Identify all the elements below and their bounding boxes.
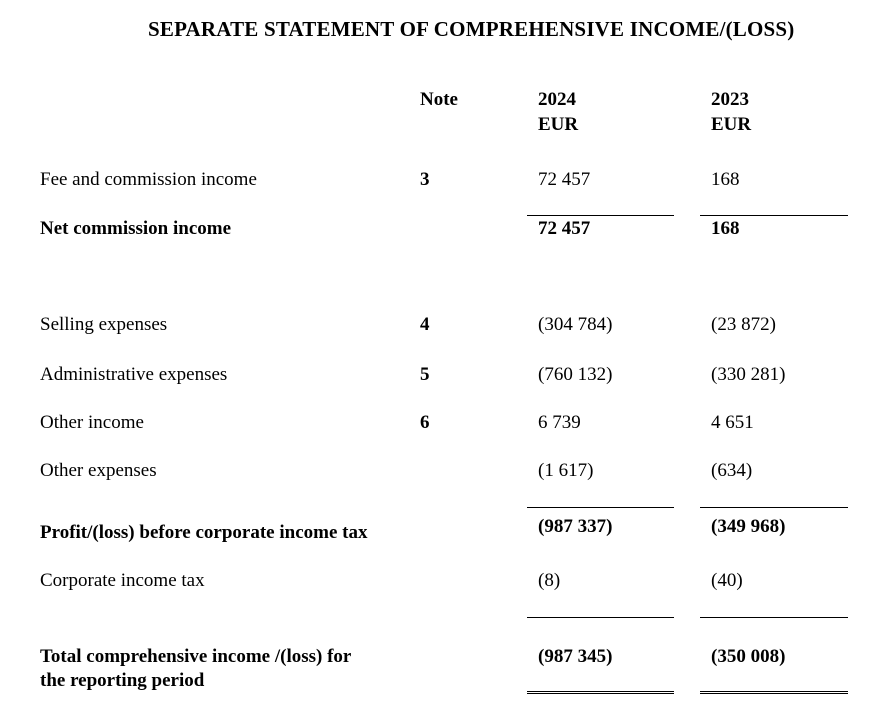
subtotal-rule-2023 [700, 215, 848, 216]
row-label-other-expenses: Other expenses [40, 460, 157, 481]
row-label-net-commission-income: Net commission income [40, 218, 232, 239]
row-value-2024-net-commission-income: 72 457 [538, 218, 591, 239]
row-note-selling-expenses: 4 [420, 314, 430, 335]
row-value-2024-total-comprehensive-income: (987 345) [538, 646, 613, 667]
row-label-total-comprehensive-income-line2: the reporting period [40, 670, 205, 691]
grand-total-double-rule-2024 [527, 691, 674, 694]
row-value-2024-fee-commission-income: 72 457 [538, 169, 591, 190]
row-value-2023-other-income: 4 651 [711, 412, 754, 433]
row-note-administrative-expenses: 5 [420, 364, 430, 385]
row-value-2024-other-income: 6 739 [538, 412, 581, 433]
row-value-2023-administrative-expenses: (330 281) [711, 364, 786, 385]
note-column-header: Note [420, 89, 458, 110]
row-value-2024-profit-before-tax: (987 337) [538, 516, 613, 537]
grand-total-double-rule-2023 [700, 691, 848, 694]
year-2024-header: 2024 [538, 89, 576, 110]
row-value-2023-fee-commission-income: 168 [711, 169, 740, 190]
row-label-total-comprehensive-income-line1: Total comprehensive income /(loss) for [40, 646, 352, 667]
row-value-2023-other-expenses: (634) [711, 460, 753, 481]
page-title: SEPARATE STATEMENT OF COMPREHENSIVE INCOME/(LOSS) [148, 17, 795, 41]
row-label-administrative-expenses: Administrative expenses [40, 364, 228, 385]
row-label-fee-commission-income: Fee and commission income [40, 169, 257, 190]
row-note-other-income: 6 [420, 412, 430, 433]
row-label-profit-before-tax: Profit/(loss) before corporate income tax [40, 522, 368, 543]
row-value-2024-selling-expenses: (304 784) [538, 314, 613, 335]
currency-2023-header: EUR [711, 114, 752, 135]
subtotal-rule-2024 [527, 215, 674, 216]
row-value-2024-administrative-expenses: (760 132) [538, 364, 613, 385]
subtotal-rule-2024 [527, 507, 674, 508]
total-rule-2024 [527, 617, 674, 618]
subtotal-rule-2023 [700, 507, 848, 508]
row-value-2023-corporate-income-tax: (40) [711, 570, 743, 591]
row-note-fee-commission-income: 3 [420, 169, 430, 190]
row-value-2024-corporate-income-tax: (8) [538, 570, 561, 591]
currency-2024-header: EUR [538, 114, 579, 135]
row-value-2023-total-comprehensive-income: (350 008) [711, 646, 786, 667]
row-label-selling-expenses: Selling expenses [40, 314, 168, 335]
row-value-2023-selling-expenses: (23 872) [711, 314, 776, 335]
row-label-corporate-income-tax: Corporate income tax [40, 570, 205, 591]
row-label-other-income: Other income [40, 412, 144, 433]
row-value-2023-net-commission-income: 168 [711, 218, 740, 239]
row-value-2024-other-expenses: (1 617) [538, 460, 594, 481]
row-value-2023-profit-before-tax: (349 968) [711, 516, 786, 537]
year-2023-header: 2023 [711, 89, 749, 110]
total-rule-2023 [700, 617, 848, 618]
